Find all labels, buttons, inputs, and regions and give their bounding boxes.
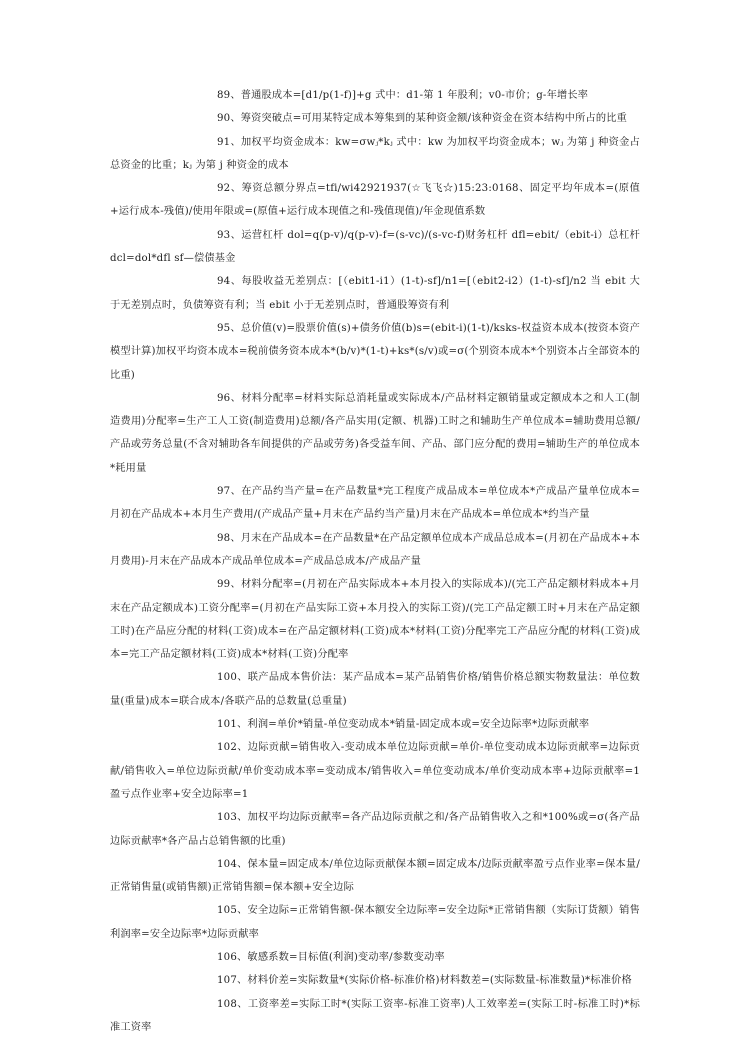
paragraph-92: 92、筹资总额分界点=tfi/wi42921937(☆飞飞☆)15:23:0168、固定平均年成本=(原值+运行成本-残值)/使用年限或=(原值+运行成本现值之和-残值现值)/年金现值系数 (110, 183, 640, 218)
paragraph-97: 97、在产品约当产量=在产品数量*完工程度产成品成本=单位成本*产成品产量单位成本=月初在产品成本+本月生产费用/(产成品产量+月末在产品约当产量)月末在产品成本=单位成本*约当产量 (110, 486, 640, 521)
paragraph-105: 105、安全边际=正常销售额-保本额安全边际率=安全边际*正常销售额（实际订货额）销售利润率=安全边际率*边际贡献率 (110, 905, 640, 940)
paragraph-95: 95、总价值(v)=股票价值(s)+债务价值(b)s=(ebit-i)(1-t)/ksks-权益资本成本(按资本资产模型计算)加权平均资本成本=税前债务资本成本*(b/v)*(1-t)+ks*(s/v)或=σ(个别资本成本*个别资本占全部资本的比重) (110, 322, 641, 381)
paragraph-108: 108、工资率差=实际工时*(实际工资率-标准工资率)人工效率差=(实际工时-标准工时)*标准工资率 (110, 998, 640, 1033)
paragraph-89: 89、普通股成本=[d1/p(1-f)]+g 式中：d1-第 1 年股利；v0-市价；g-年增长率 (217, 90, 589, 101)
paragraph-98: 98、月末在产品成本=在产品数量*在产品定额单位成本产成品总成本=(月初在产品成本+本月费用)-月末在产品成本产成品单位成本=产成品总成本/产成品产量 (110, 532, 640, 567)
paragraph-94: 94、每股收益无差别点：[（ebit1-i1）(1-t)-sf]/n1=[（ebit2-i2）(1-t)-sf]/n2 当 ebit 大于无差别点时，负债筹资有利；当 ebit 小于无差别点时，普通股筹资有利 (110, 276, 640, 311)
document-body (110, 84, 640, 1039)
paragraph-106: 106、敏感系数=目标值(利润)变动率/参数变动率 (217, 951, 445, 963)
paragraph-103: 103、加权平均边际贡献率=各产品边际贡献之和/各产品销售收入之和*100%或=σ(各产品边际贡献率*各产品占总销售额的比重) (110, 812, 640, 847)
paragraph-93: 93、运营杠杆 dol=q(p-v)/q(p-v)-f=(s-vc)/(s-vc-f)财务杠杆 dfl=ebit/（ebit-i）总杠杆 dcl=dol*dfl sf—偿债基金 (110, 229, 640, 265)
paragraph-96: 96、材料分配率=材料实际总消耗量或实际成本/产品材料定额销量或定额成本之和人工(制造费用)分配率=生产工人工资(制造费用)总额/各产品实用(定额、机器)工时之和辅助生产单位成本=辅助费用总额/产品或劳务总量(不含对辅助各车间提供的产品或劳务)各受益车间、产品、部门应分配的费用=辅助生产的单位成本*耗用量 (110, 392, 640, 474)
paragraph-102: 102、边际贡献=销售收入-变动成本单位边际贡献=单价-单位变动成本边际贡献率=边际贡献/销售收入=单位边际贡献/单价变动成本率=变动成本/销售收入=单位变动成本/单价变动成本率+边际贡献率=1 盈亏点作业率+安全边际率=1 (110, 742, 640, 800)
paragraph-100: 100、联产品成本售价法：某产品成本=某产品销售价格/销售价格总额实物数量法：单位数量(重量)成本=联合成本/各联产品的总数量(总重量) (110, 672, 640, 707)
paragraph-99: 99、材料分配率=(月初在产品实际成本+本月投入的实际成本)/(完工产品定额材料成本+月末在产品定额成本)工资分配率=(月初在产品实际工资+本月投入的实际工资)/(完工产品定额工时+月末在产品定额工时)在产品应分配的材料(工资)成本=在产品定额材料(工资)成本*材料(工资)分配率完工产品应分配的材料(工资)成本=完工产品定额材料(工资)成本*材料(工资)分配率 (110, 579, 640, 661)
paragraph-104: 104、保本量=固定成本/单位边际贡献保本额=固定成本/边际贡献率盈亏点作业率=保本量/正常销售量(或销售额)正常销售额=保本额+安全边际 (110, 858, 640, 894)
paragraph-101: 101、利润=单价*销量-单位变动成本*销量-固定成本或=安全边际率*边际贡献率 (217, 719, 590, 731)
paragraph-107: 107、材料价差=实际数量*(实际价格-标准价格)材料数差=(实际数量-标准数量)*标准价格 (217, 975, 632, 987)
paragraph-91: 91、加权平均资金成本：kw=σwⱼ*kⱼ 式中：kw 为加权平均资金成本；wⱼ 为第 j 种资金占总资金的比重；kⱼ 为第 j 种资金的成本 (110, 136, 640, 171)
paragraph-90: 90、筹资突破点=可用某特定成本筹集到的某种资金额/该种资金在资本结构中所占的比重 (217, 113, 628, 125)
